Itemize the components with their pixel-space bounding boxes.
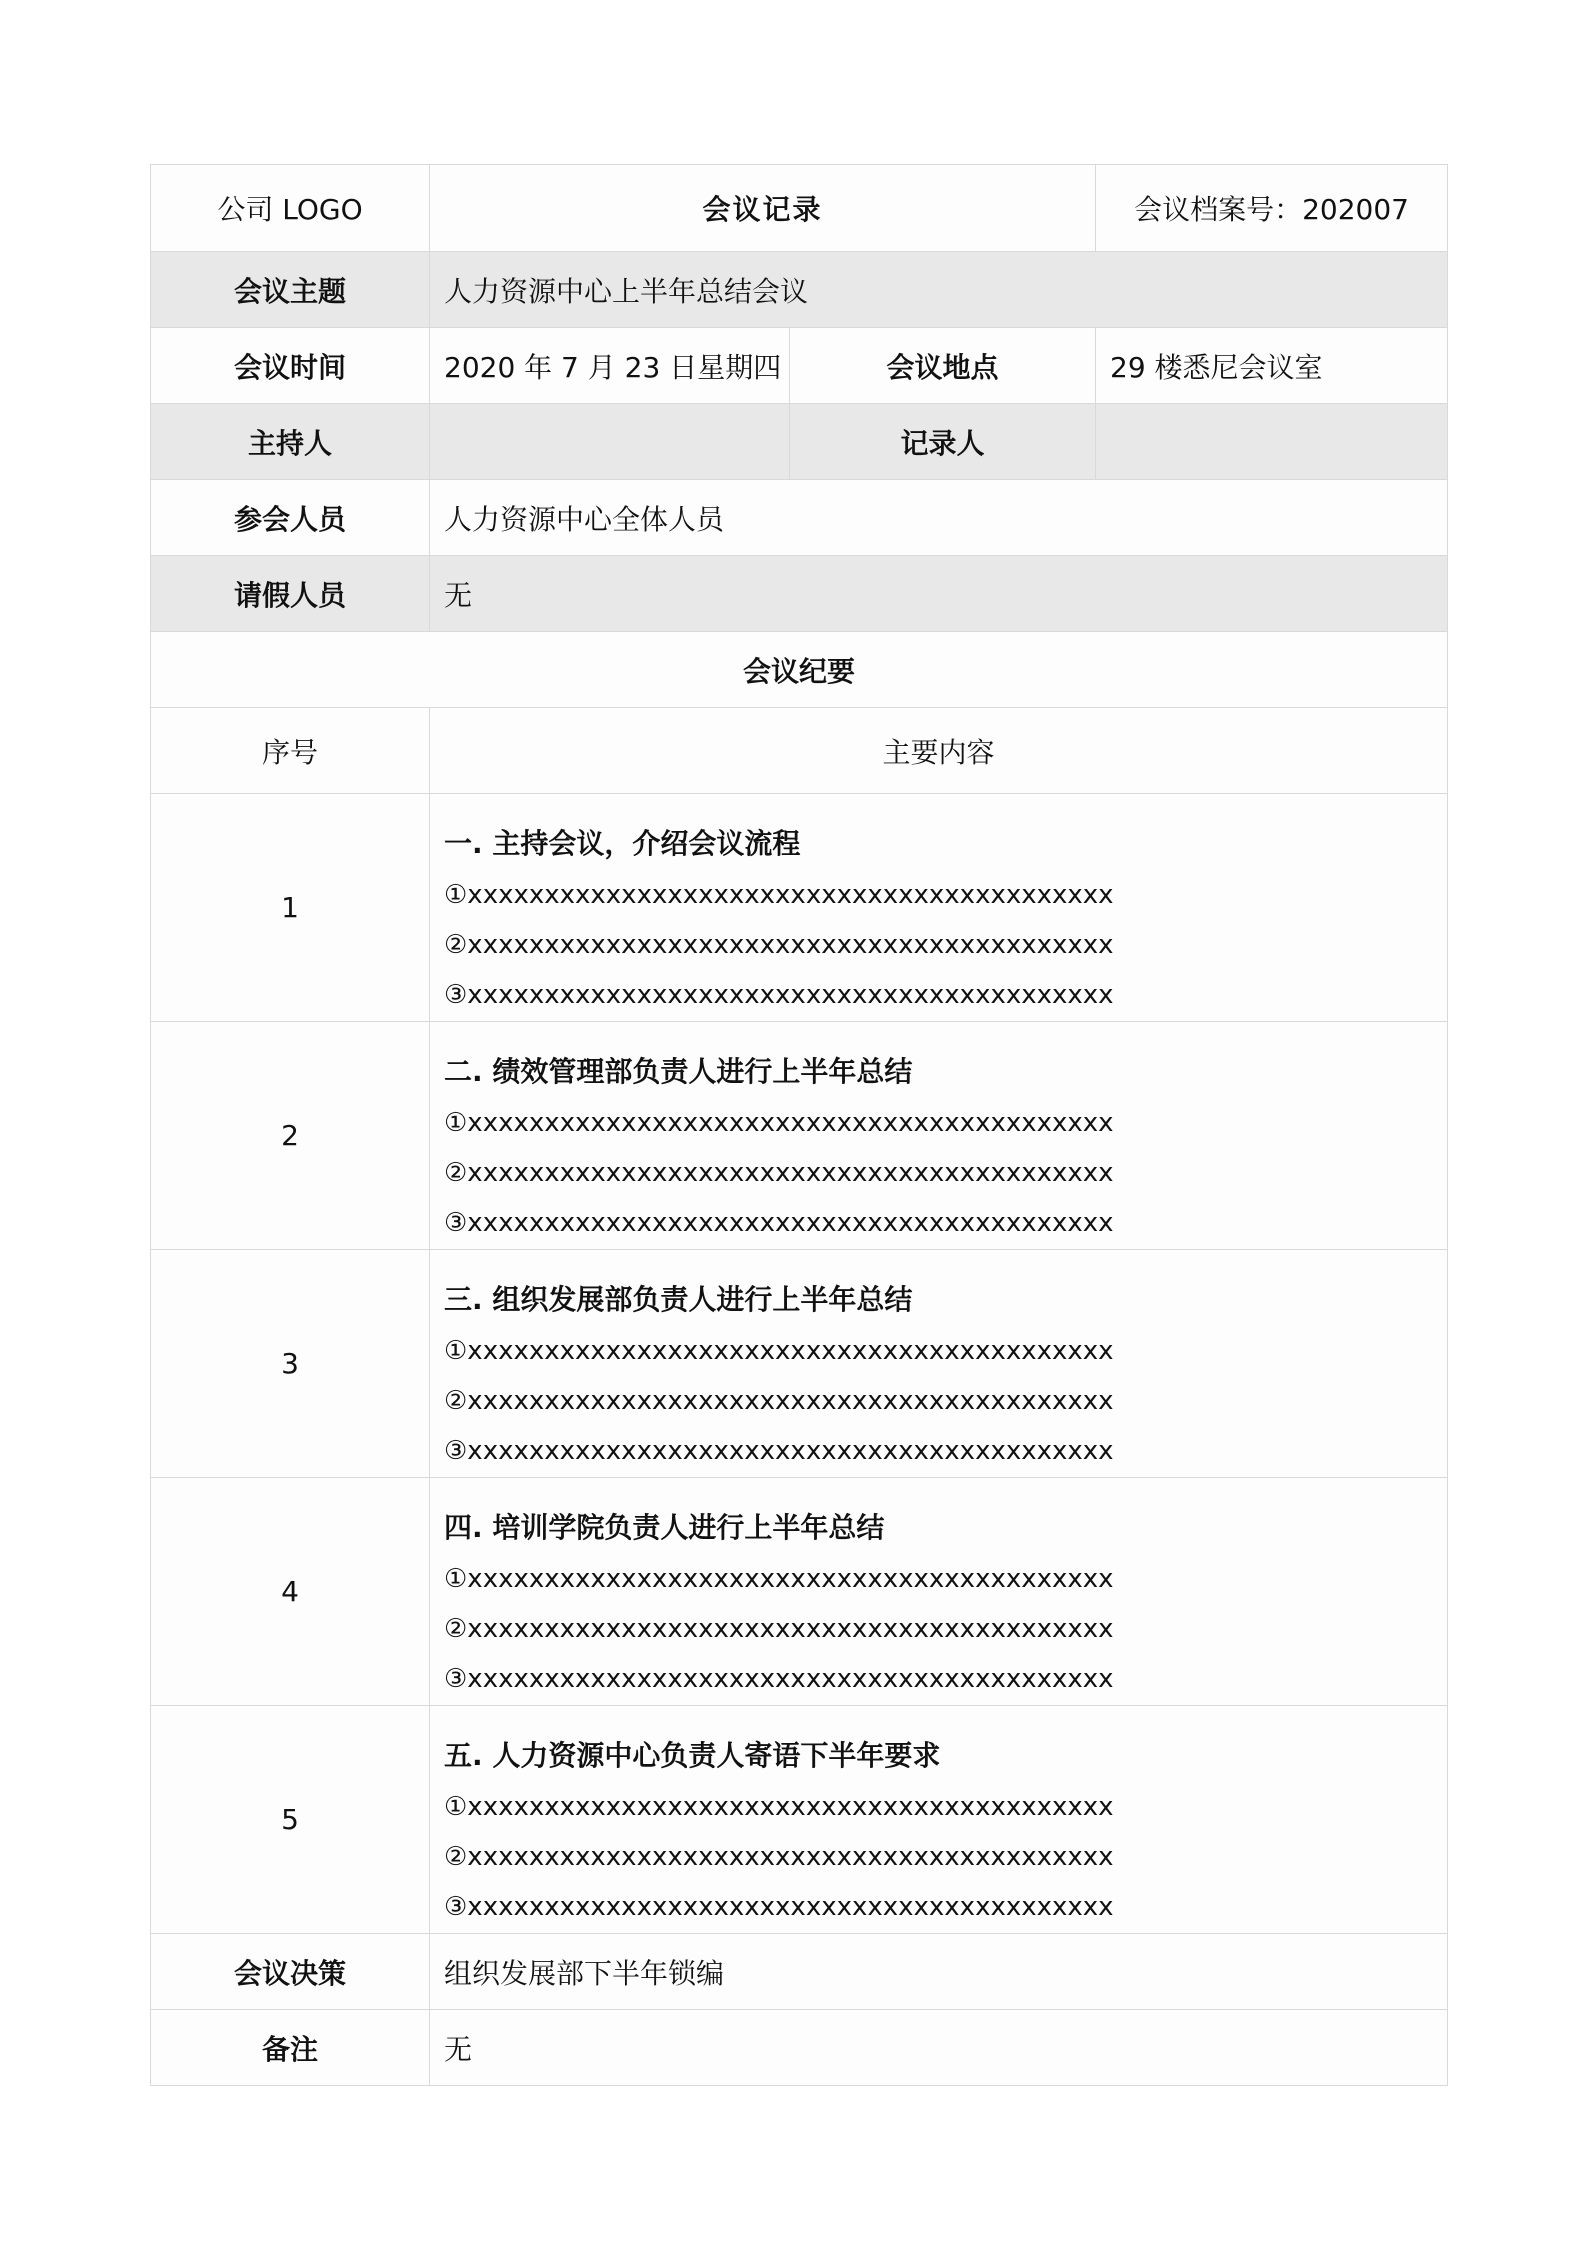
remark-label: 备注 bbox=[151, 2010, 430, 2086]
minutes-item-row bbox=[151, 1022, 1448, 1250]
time-value: 2020 年 7 月 23 日星期四 bbox=[430, 328, 790, 404]
item-line: ②xxxxxxxxxxxxxxxxxxxxxxxxxxxxxxxxxxxxxxxxxx bbox=[444, 1386, 1114, 1416]
minutes-item-row bbox=[151, 794, 1448, 1022]
page-title: 会议记录 bbox=[430, 165, 1096, 252]
item-content bbox=[430, 1250, 1448, 1478]
item-number: 2 bbox=[151, 1022, 430, 1250]
topic-value: 人力资源中心上半年总结会议 bbox=[430, 252, 1448, 328]
item-line: ①xxxxxxxxxxxxxxxxxxxxxxxxxxxxxxxxxxxxxxxxxx bbox=[444, 1792, 1114, 1822]
attendees-row bbox=[151, 480, 1448, 556]
leave-row bbox=[151, 556, 1448, 632]
topic-label: 会议主题 bbox=[151, 252, 430, 328]
leave-value: 无 bbox=[430, 556, 1448, 632]
item-line: ③xxxxxxxxxxxxxxxxxxxxxxxxxxxxxxxxxxxxxxxxxx bbox=[444, 1664, 1114, 1694]
remark-value: 无 bbox=[430, 2010, 1448, 2086]
column-header-content: 主要内容 bbox=[430, 708, 1448, 794]
host-recorder-row bbox=[151, 404, 1448, 480]
decision-label: 会议决策 bbox=[151, 1934, 430, 2010]
item-content bbox=[430, 1706, 1448, 1934]
item-line: ②xxxxxxxxxxxxxxxxxxxxxxxxxxxxxxxxxxxxxxxxxx bbox=[444, 1158, 1114, 1188]
item-line: ③xxxxxxxxxxxxxxxxxxxxxxxxxxxxxxxxxxxxxxxxxx bbox=[444, 1208, 1114, 1238]
item-title: 二. 绩效管理部负责人进行上半年总结 bbox=[444, 1055, 913, 1088]
topic-row bbox=[151, 252, 1448, 328]
attendees-value: 人力资源中心全体人员 bbox=[430, 480, 1448, 556]
minutes-section-title: 会议纪要 bbox=[151, 632, 1448, 708]
time-label: 会议时间 bbox=[151, 328, 430, 404]
item-line: ②xxxxxxxxxxxxxxxxxxxxxxxxxxxxxxxxxxxxxxxxxx bbox=[444, 1614, 1114, 1644]
minutes-header-row bbox=[151, 708, 1448, 794]
item-line: ②xxxxxxxxxxxxxxxxxxxxxxxxxxxxxxxxxxxxxxxxxx bbox=[444, 930, 1114, 960]
place-value: 29 楼悉尼会议室 bbox=[1096, 328, 1448, 404]
recorder-value bbox=[1096, 404, 1448, 480]
item-line: ③xxxxxxxxxxxxxxxxxxxxxxxxxxxxxxxxxxxxxxxxxx bbox=[444, 980, 1114, 1010]
item-title: 一. 主持会议，介绍会议流程 bbox=[444, 827, 801, 860]
item-content bbox=[430, 1022, 1448, 1250]
item-number: 5 bbox=[151, 1706, 430, 1934]
item-title: 三. 组织发展部负责人进行上半年总结 bbox=[444, 1283, 913, 1316]
meeting-record-table bbox=[150, 164, 1448, 2086]
minutes-section-row bbox=[151, 632, 1448, 708]
leave-label: 请假人员 bbox=[151, 556, 430, 632]
item-line: ①xxxxxxxxxxxxxxxxxxxxxxxxxxxxxxxxxxxxxxxxxx bbox=[444, 1336, 1114, 1366]
minutes-item-row bbox=[151, 1250, 1448, 1478]
remark-row bbox=[151, 2010, 1448, 2086]
host-label: 主持人 bbox=[151, 404, 430, 480]
company-logo: 公司 LOGO bbox=[151, 165, 430, 252]
minutes-item-row bbox=[151, 1706, 1448, 1934]
item-line: ③xxxxxxxxxxxxxxxxxxxxxxxxxxxxxxxxxxxxxxxxxx bbox=[444, 1436, 1114, 1466]
minutes-item-row bbox=[151, 1478, 1448, 1706]
file-number: 会议档案号：202007 bbox=[1096, 165, 1448, 252]
header-row bbox=[151, 165, 1448, 252]
decision-row bbox=[151, 1934, 1448, 2010]
host-value bbox=[430, 404, 790, 480]
item-number: 3 bbox=[151, 1250, 430, 1478]
item-title: 五. 人力资源中心负责人寄语下半年要求 bbox=[444, 1739, 941, 1772]
item-line: ①xxxxxxxxxxxxxxxxxxxxxxxxxxxxxxxxxxxxxxxxxx bbox=[444, 880, 1114, 910]
item-line: ③xxxxxxxxxxxxxxxxxxxxxxxxxxxxxxxxxxxxxxxxxx bbox=[444, 1892, 1114, 1922]
item-line: ①xxxxxxxxxxxxxxxxxxxxxxxxxxxxxxxxxxxxxxxxxx bbox=[444, 1564, 1114, 1594]
item-line: ②xxxxxxxxxxxxxxxxxxxxxxxxxxxxxxxxxxxxxxxxxx bbox=[444, 1842, 1114, 1872]
item-number: 4 bbox=[151, 1478, 430, 1706]
recorder-label: 记录人 bbox=[790, 404, 1096, 480]
item-content bbox=[430, 1478, 1448, 1706]
item-title: 四. 培训学院负责人进行上半年总结 bbox=[444, 1511, 885, 1544]
time-place-row bbox=[151, 328, 1448, 404]
decision-value: 组织发展部下半年锁编 bbox=[430, 1934, 1448, 2010]
item-number: 1 bbox=[151, 794, 430, 1022]
item-content bbox=[430, 794, 1448, 1022]
column-header-no: 序号 bbox=[151, 708, 430, 794]
item-line: ①xxxxxxxxxxxxxxxxxxxxxxxxxxxxxxxxxxxxxxxxxx bbox=[444, 1108, 1114, 1138]
attendees-label: 参会人员 bbox=[151, 480, 430, 556]
place-label: 会议地点 bbox=[790, 328, 1096, 404]
